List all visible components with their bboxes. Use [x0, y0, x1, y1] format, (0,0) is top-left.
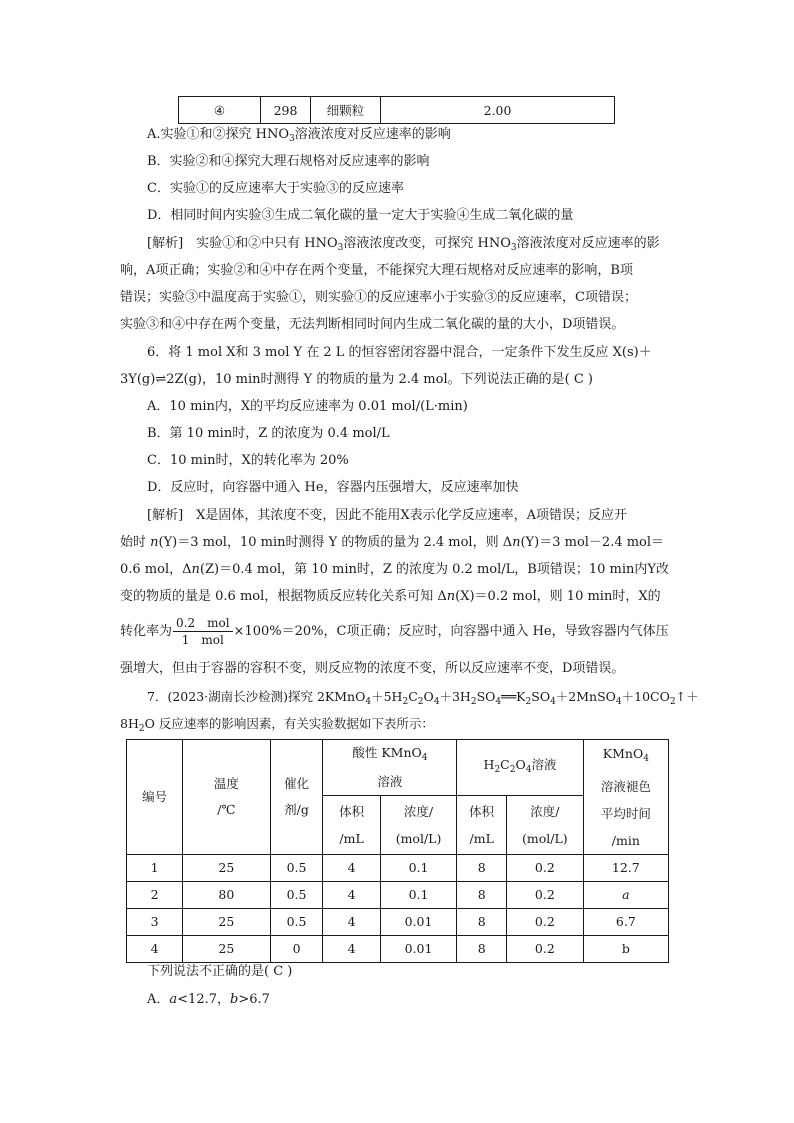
table-cell: 6.7 [583, 909, 668, 936]
q7-stem: 7．(2023·湖南长沙检测)探究 $2KMnO_4+5H_2C_2O_4+3H_2SO_4══K_2SO_4+2MnSO_4+10CO_2↑+$ [147, 689, 699, 707]
q6-option-c: C．10 min时，X的转化率为 20% [147, 453, 349, 468]
header-h2c2o4: $H_2C_2O_4$溶液 [457, 740, 583, 796]
subheader-volume: 体积 /mL [457, 796, 507, 855]
subheader-volume: 体积 /mL [323, 796, 380, 855]
table-row [127, 936, 669, 963]
table-cell: 0.2 [507, 855, 584, 882]
table-cell: 4 [323, 936, 380, 963]
table-row [127, 909, 669, 936]
table-cell: 0.1 [380, 855, 457, 882]
table-cell: 80 [183, 882, 270, 909]
table-cell: 8 [457, 882, 507, 909]
table-cell: 4 [323, 882, 380, 909]
q6-analysis-line: 强增大，但由于容器的容积不变，则反应物的浓度不变，所以反应速率不变，D项错误。 [120, 661, 625, 676]
q5-option-c: C．实验①的反应速率大于实验③的反应速率 [147, 181, 404, 196]
q6-option-a: A．10 min内，X的平均反应速率为 0.01 mol/(L·min) [147, 399, 468, 414]
table-cell: 4 [323, 855, 380, 882]
q5-option-b: B．实验②和④探究大理石规格对反应速率的影响 [147, 154, 430, 169]
table-cell: 3 [127, 909, 183, 936]
q5-analysis-line: 错误；实验③中温度高于实验①，则实验①的反应速率小于实验③的反应速率，C项错误； [120, 290, 637, 305]
q5-option-a: A.实验①和②探究 $HNO_3$溶液浓度对反应速率的影响 [147, 127, 451, 144]
subheader-concentration: 浓度/ (mol/L) [380, 796, 457, 855]
table-cell: 0.5 [270, 882, 323, 909]
table-cell: 2.00 [381, 97, 615, 124]
table-cell: 8 [457, 855, 507, 882]
table-cell: 0.01 [380, 909, 457, 936]
q6-analysis-line: 始时 n(Y)＝3 mol，10 min时测得 Y 的物质的量为 2.4 mol，则 Δn(Y)＝3 mol－2.4 mol＝ [120, 535, 665, 550]
table-cell: 25 [183, 936, 270, 963]
q6-stem: 3Y(g)⇌2Z(g)，10 min时测得 Y 的物质的量为 2.4 mol。下列说法正确的是( C ) [120, 372, 593, 387]
header-catalyst: 催化 剂/g [270, 740, 323, 855]
table-cell: 0.2 [507, 936, 584, 963]
q6-option-b: B．第 10 min时，Z 的浓度为 0.4 mol/L [147, 426, 390, 441]
table-cell: 25 [183, 909, 270, 936]
q6-analysis-line: 0.6 mol，Δn(Z)＝0.4 mol，第 10 min时，Z 的浓度为 0.2 mol/L，B项错误；10 min内Y改 [120, 562, 669, 577]
q7-option-a: A．a<12.7，b>6.7 [147, 992, 270, 1007]
table-cell: 0.5 [270, 855, 323, 882]
table-cell: 12.7 [583, 855, 668, 882]
table-row [127, 855, 669, 882]
table-cell: 0.2 [507, 882, 584, 909]
table-cell: 8 [457, 909, 507, 936]
q6-stem: 6．将 1 mol X和 3 mol Y 在 2 L 的恒容密闭容器中混合，一定条件下发生反应 X(s)＋ [147, 345, 652, 360]
q6-analysis-line: [解析] X是固体，其浓度不变，因此不能用X表示化学反应速率，A项错误；反应开 [147, 508, 628, 523]
header-temp: 温度 /℃ [183, 740, 270, 855]
table-cell: 0.01 [380, 936, 457, 963]
q7-stem: $8H_2O$ 反应速率的影响因素，有关实验数据如下表所示： [120, 716, 434, 734]
q5-analysis-line: [解析] 实验①和②中只有 $HNO_3$溶液浓度改变，可探究 $HNO_3$溶液浓度对反应速率的影 [147, 236, 660, 253]
q5-option-d: D．相同时间内实验③生成二氧化碳的量一定大于实验④生成二氧化碳的量 [147, 208, 574, 223]
header-id: 编号 [127, 740, 183, 855]
experiment-table [126, 739, 669, 963]
top-table-fragment [178, 96, 615, 124]
q5-analysis-line: 实验③和④中存在两个变量，无法判断相同时间内生成二氧化碳的量的大小，D项错误。 [120, 317, 625, 332]
q5-analysis-line: 响，A项正确；实验②和④中存在两个变量，不能探究大理石规格对反应速率的影响，B项 [120, 263, 633, 278]
table-cell: 0.5 [270, 909, 323, 936]
table-cell: 2 [127, 882, 183, 909]
table-cell: 4 [127, 936, 183, 963]
table-cell: 298 [261, 97, 311, 124]
q6-analysis-line: 转化率为 $\frac{\text{0.2 mol}}{\text{1 mol}}$ ×100%＝20%，C项正确；反应时，向容器中通入 He，导致容器内气体压 [120, 616, 669, 647]
table-cell: 细颗粒 [311, 97, 381, 124]
table-cell: 25 [183, 855, 270, 882]
table-cell: 1 [127, 855, 183, 882]
subheader-concentration: 浓度/ (mol/L) [507, 796, 584, 855]
table-header-row [127, 740, 669, 796]
header-fade-time: KMnO$_4$ 溶液褪色 平均时间 /min [583, 740, 668, 855]
q6-analysis-line: 变的物质的量是 0.6 mol，根据物质反应转化关系可知 Δn(X)＝0.2 mol，则 10 min时，X的 [120, 589, 661, 604]
table-cell: 0 [270, 936, 323, 963]
header-kmno4: 酸性 KMnO$_4$ 溶液 [323, 740, 457, 796]
table-row [179, 97, 615, 124]
table-cell: a [583, 882, 668, 909]
fraction: $\frac{\text{0.2 mol}}{\text{1 mol}}$ [173, 615, 233, 648]
table-cell: b [583, 936, 668, 963]
table-cell: 8 [457, 936, 507, 963]
table-cell: 0.1 [380, 882, 457, 909]
table-cell: 0.2 [507, 909, 584, 936]
table-row [127, 882, 669, 909]
table-cell: ④ [179, 97, 261, 124]
q6-option-d: D．反应时，向容器中通入 He，容器内压强增大，反应速率加快 [147, 480, 519, 495]
q7-question: 下列说法不正确的是( C ) [147, 964, 293, 979]
table-cell: 4 [323, 909, 380, 936]
